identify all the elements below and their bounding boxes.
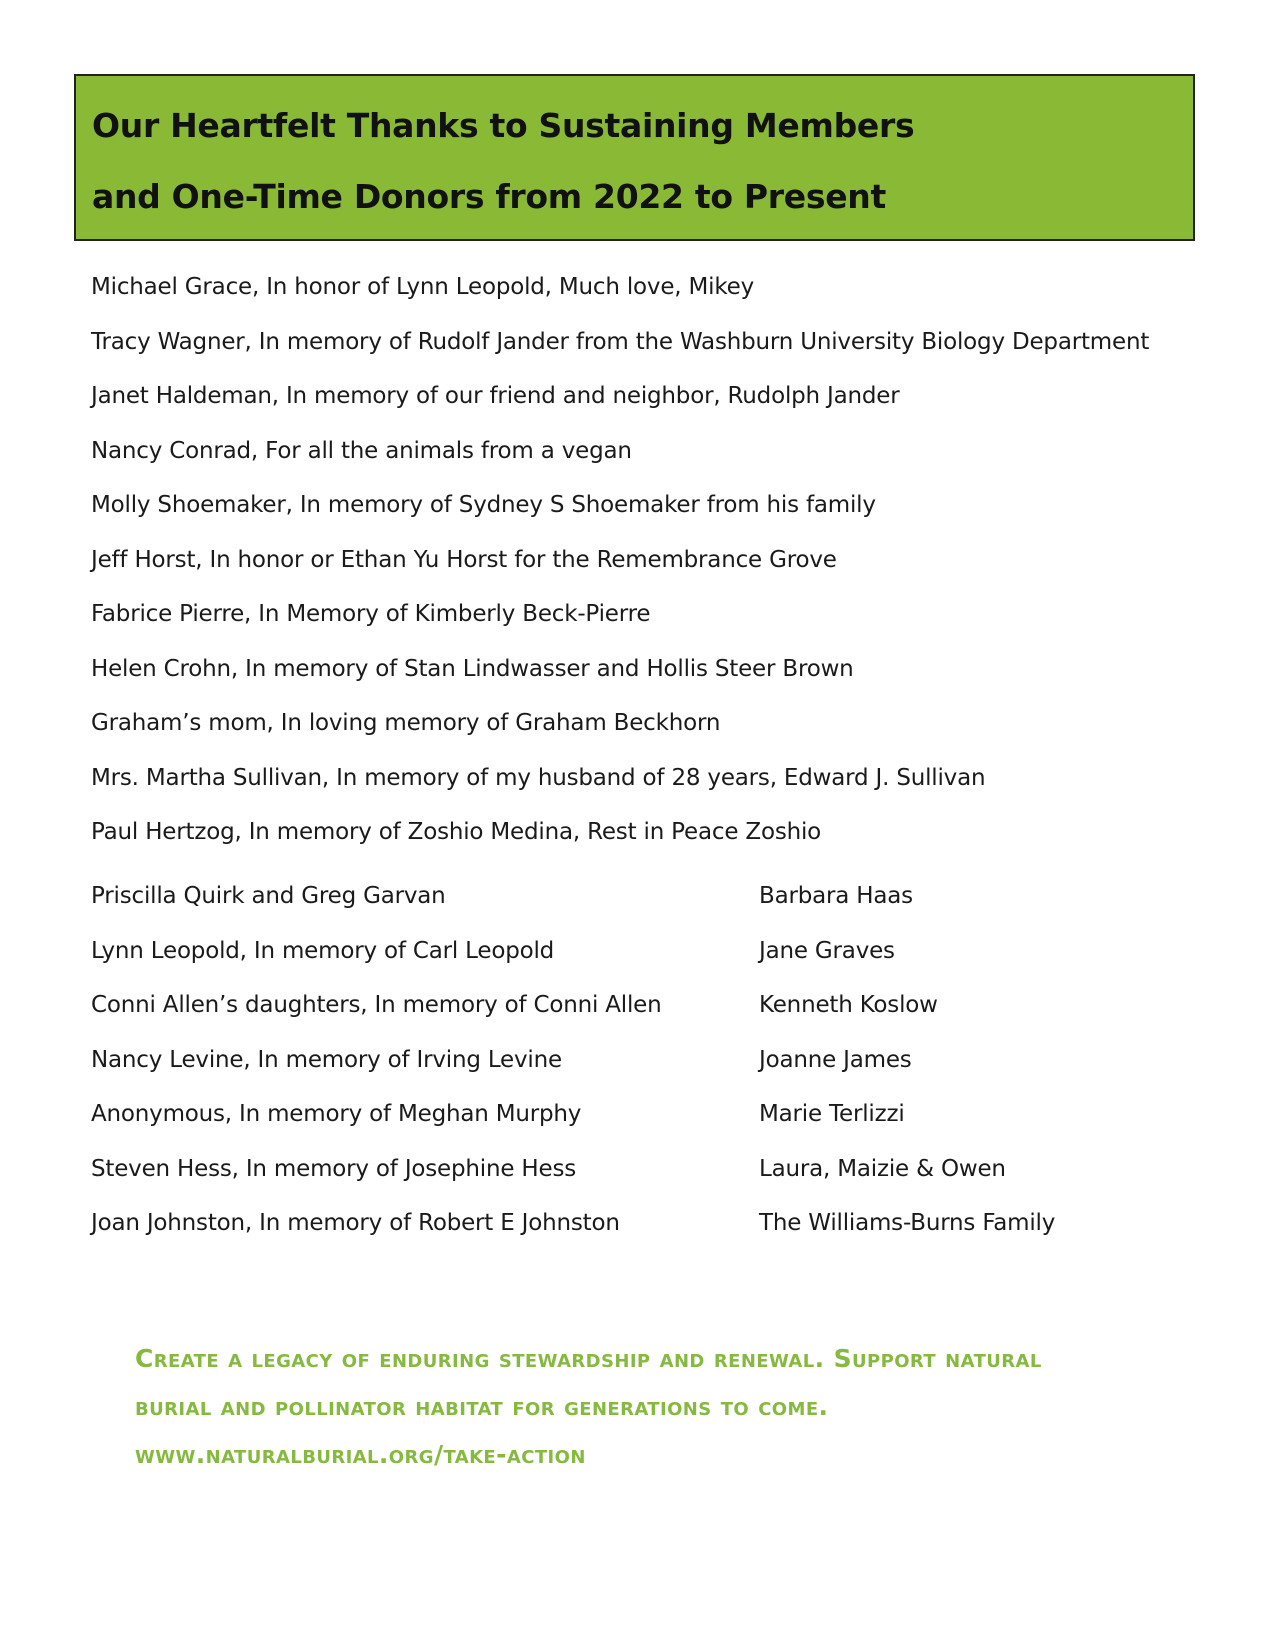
donor-entry: Molly Shoemaker, In memory of Sydney S Shoemaker from his family [91,492,876,518]
donor-list-left-column [91,869,731,1251]
donor-entry: Graham’s mom, In loving memory of Graham Beckhorn [91,710,721,736]
donor-entry: Marie Terlizzi [759,1101,905,1127]
donor-entry: Helen Crohn, In memory of Stan Lindwasser and Hollis Steer Brown [91,655,854,682]
donor-entry: Anonymous, In memory of Meghan Murphy [91,1101,582,1127]
header-title-line-1: Our Heartfelt Thanks to Sustaining Members [92,106,915,145]
donor-entry: Fabrice Pierre, In Memory of Kimberly Beck-Pierre [91,601,651,627]
donor-entry: Paul Hertzog, In memory of Zoshio Medina, Rest in Peace Zoshio [91,819,822,845]
donor-entry: Priscilla Quirk and Greg Garvan [91,883,446,909]
header-banner [74,74,1195,241]
call-to-action [135,1335,1195,1479]
donor-entry: Barbara Haas [759,883,913,909]
donor-entry: Janet Haldeman, In memory of our friend and neighbor, Rudolph Jander [91,383,900,409]
header-title-line-2: and One-Time Donors from 2022 to Present [92,177,886,216]
cta-line-1: Create a legacy of enduring stewardship and renewal. Support natural [135,1344,1042,1373]
donor-list-full-width [91,260,1241,860]
donor-entry: Nancy Conrad, For all the animals from a vegan [91,437,632,464]
donor-entry: Jane Graves [759,937,895,964]
donor-entry: Mrs. Martha Sullivan, In memory of my husband of 28 years, Edward J. Sullivan [91,764,986,791]
donor-entry: Kenneth Koslow [759,992,938,1018]
donor-entry: Nancy Levine, In memory of Irving Levine [91,1046,562,1073]
donor-entry: Lynn Leopold, In memory of Carl Leopold [91,937,555,964]
donor-entry: Michael Grace, In honor of Lynn Leopold, Much love, Mikey [91,274,755,300]
cta-url-link[interactable]: www.naturalburial.org/take-action [135,1440,586,1469]
donor-entry: Conni Allen’s daughters, In memory of Conni Allen [91,992,662,1018]
donor-list-right-column [759,869,1239,1251]
donor-entry: Steven Hess, In memory of Josephine Hess [91,1155,577,1182]
donor-entry: Joan Johnston, In memory of Robert E Johnston [91,1210,620,1236]
donor-entry: Jeff Horst, In honor or Ethan Yu Horst for the Remembrance Grove [91,546,837,573]
donor-entry: Joanne James [759,1046,912,1073]
cta-line-2: burial and pollinator habitat for generations to come. [135,1392,829,1421]
donor-entry: Laura, Maizie & Owen [759,1155,1006,1182]
donor-entry: Tracy Wagner, In memory of Rudolf Jander from the Washburn University Biology Department [91,328,1150,355]
donor-entry: The Williams-Burns Family [759,1210,1056,1236]
